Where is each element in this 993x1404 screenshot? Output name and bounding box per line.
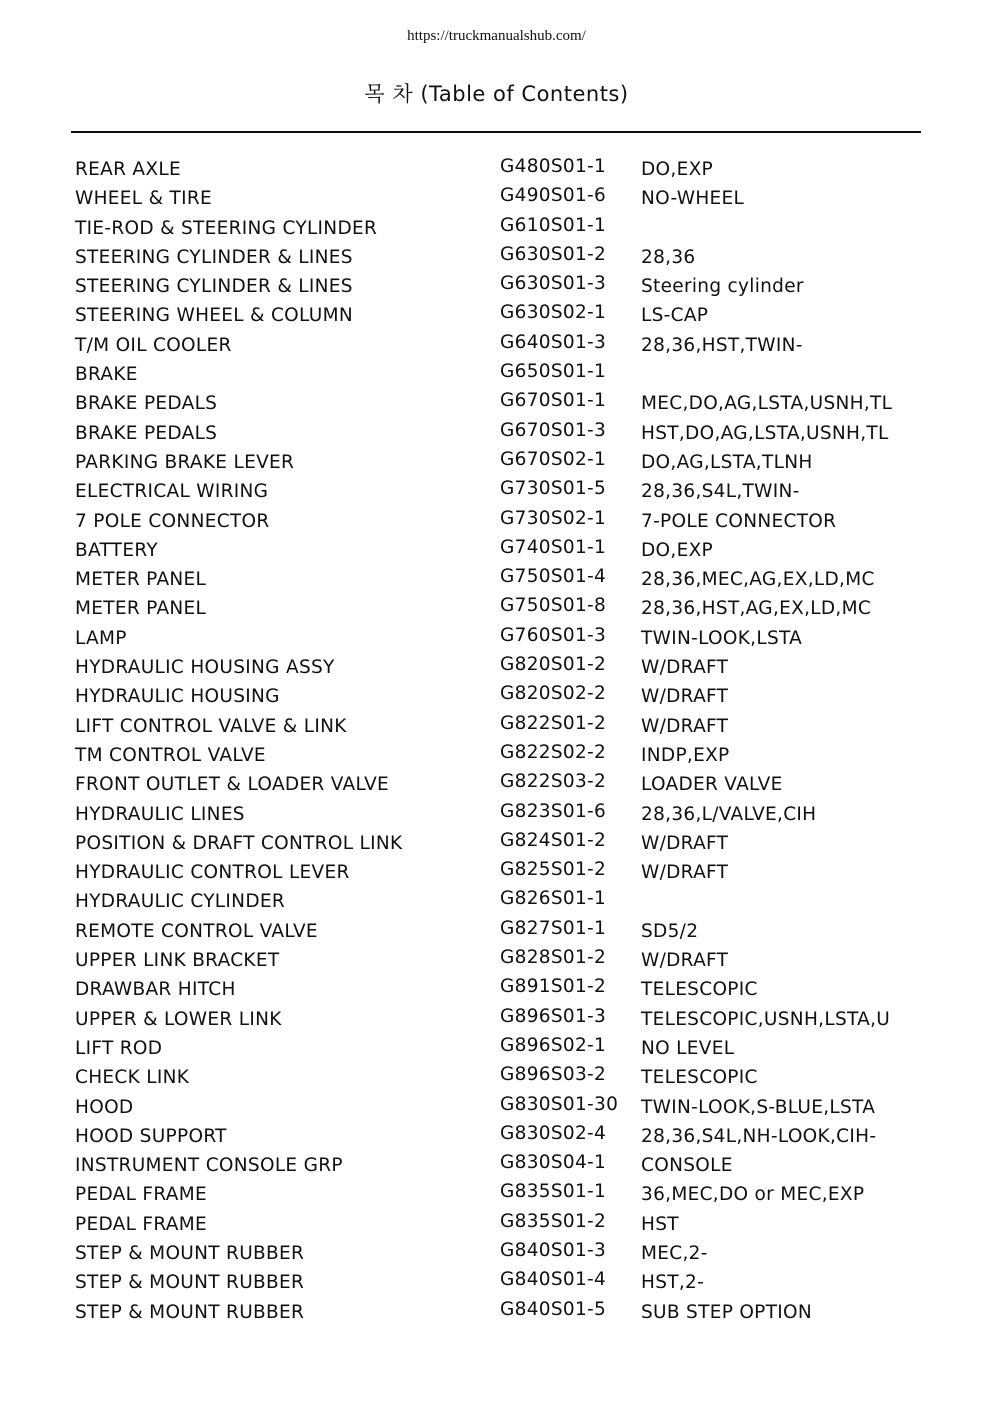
toc-row: [0, 713, 993, 742]
toc-row: [0, 742, 993, 771]
toc-row: [0, 185, 993, 214]
toc-entry-title: HOOD: [75, 1096, 134, 1118]
toc-row: [0, 1181, 993, 1210]
toc-entry-code: G840S01-3: [500, 1239, 607, 1261]
toc-entry-note: TWIN-LOOK,S-BLUE,LSTA: [641, 1096, 876, 1118]
toc-row: [0, 595, 993, 624]
toc-entry-code: G896S01-3: [500, 1005, 607, 1027]
toc-entry-code: G820S01-2: [500, 654, 607, 676]
toc-row: [0, 625, 993, 654]
toc-entry-code: G822S02-2: [500, 741, 607, 763]
toc-entry-title: UPPER LINK BRACKET: [75, 950, 280, 972]
toc-entry-note: W/DRAFT: [641, 862, 729, 884]
toc-row: [0, 244, 993, 273]
toc-entry-note: SUB STEP OPTION: [641, 1301, 812, 1323]
toc-entry-title: LAMP: [75, 627, 127, 649]
toc-entry-code: G826S01-1: [500, 888, 607, 910]
toc-entry-title: HYDRAULIC LINES: [75, 803, 245, 825]
toc-entry-title: STEERING CYLINDER & LINES: [75, 246, 353, 268]
toc-entry-code: G670S02-1: [500, 448, 607, 470]
source-url: https://truckmanualshub.com/: [407, 28, 586, 44]
toc-row: [0, 1299, 993, 1328]
toc-entry-title: BRAKE PEDALS: [75, 422, 218, 444]
toc-entry-note: INDP,EXP: [641, 744, 730, 766]
toc-entry-note: W/DRAFT: [641, 715, 729, 737]
toc-entry-code: G730S02-1: [500, 507, 607, 529]
toc-row: [0, 830, 993, 859]
toc-entry-code: G896S03-2: [500, 1064, 607, 1086]
toc-entry-note: TWIN-LOOK,LSTA: [641, 627, 803, 649]
toc-entry-code: G840S01-4: [500, 1269, 607, 1291]
toc-entry-note: MEC,2-: [641, 1242, 708, 1264]
toc-entry-title: UPPER & LOWER LINK: [75, 1008, 282, 1030]
toc-entry-note: 28,36,S4L,TWIN-: [641, 481, 800, 503]
toc-entry-title: REMOTE CONTROL VALVE: [75, 920, 318, 942]
toc-entry-code: G730S01-5: [500, 478, 607, 500]
toc-entry-code: G630S01-2: [500, 243, 607, 265]
toc-row: [0, 801, 993, 830]
toc-row: [0, 771, 993, 800]
toc-entry-title: HYDRAULIC HOUSING ASSY: [75, 657, 335, 679]
toc-entry-title: HYDRAULIC CYLINDER: [75, 891, 286, 913]
toc-entry-title: HYDRAULIC CONTROL LEVER: [75, 862, 350, 884]
toc-entry-title: METER PANEL: [75, 569, 207, 591]
toc-entry-title: METER PANEL: [75, 598, 207, 620]
toc-entry-note: W/DRAFT: [641, 686, 729, 708]
toc-entry-code: G830S04-1: [500, 1152, 607, 1174]
toc-entry-code: G630S01-3: [500, 273, 607, 295]
toc-row: [0, 537, 993, 566]
toc-row: [0, 859, 993, 888]
toc-entry-code: G825S01-2: [500, 859, 607, 881]
toc-entry-note: 28,36,S4L,NH-LOOK,CIH-: [641, 1125, 877, 1147]
toc-entry-title: STEP & MOUNT RUBBER: [75, 1301, 305, 1323]
toc-entry-code: G750S01-8: [500, 595, 607, 617]
toc-entry-code: G896S02-1: [500, 1034, 607, 1056]
toc-entry-note: TELESCOPIC: [641, 1067, 758, 1089]
toc-entry-code: G823S01-6: [500, 800, 607, 822]
page-title: 목 차 (Table of Contents): [364, 82, 629, 106]
toc-entry-code: G822S03-2: [500, 771, 607, 793]
toc-entry-code: G822S01-2: [500, 712, 607, 734]
toc-entry-code: G830S01-30: [500, 1093, 619, 1115]
toc-row: [0, 1269, 993, 1298]
toc-entry-note: NO-WHEEL: [641, 188, 745, 210]
toc-row: [0, 566, 993, 595]
toc-entry-note: 7-POLE CONNECTOR: [641, 510, 837, 532]
toc-entry-note: LS-CAP: [641, 305, 709, 327]
toc-row: [0, 332, 993, 361]
toc-entry-note: DO,AG,LSTA,TLNH: [641, 451, 813, 473]
toc-entry-note: HST,DO,AG,LSTA,USNH,TL: [641, 422, 889, 444]
toc-entry-title: INSTRUMENT CONSOLE GRP: [75, 1155, 343, 1177]
toc-entry-title: CHECK LINK: [75, 1067, 190, 1089]
toc-entry-code: G630S02-1: [500, 302, 607, 324]
toc-entry-code: G824S01-2: [500, 829, 607, 851]
toc-entry-title: TM CONTROL VALVE: [75, 744, 266, 766]
toc-row: [0, 420, 993, 449]
toc-entry-title: STEP & MOUNT RUBBER: [75, 1242, 305, 1264]
toc-entry-note: CONSOLE: [641, 1155, 733, 1177]
toc-entry-title: T/M OIL COOLER: [75, 334, 232, 356]
toc-row: [0, 1152, 993, 1181]
toc-entry-title: 7 POLE CONNECTOR: [75, 510, 270, 532]
toc-entry-code: G830S02-4: [500, 1122, 607, 1144]
toc-row: [0, 478, 993, 507]
toc-entry-code: G835S01-1: [500, 1181, 607, 1203]
toc-row: [0, 1006, 993, 1035]
toc-entry-title: PEDAL FRAME: [75, 1213, 207, 1235]
toc-entry-title: LIFT CONTROL VALVE & LINK: [75, 715, 347, 737]
toc-entry-title: FRONT OUTLET & LOADER VALVE: [75, 774, 390, 796]
toc-entry-code: G670S01-3: [500, 419, 607, 441]
toc-row: [0, 508, 993, 537]
toc-row: [0, 976, 993, 1005]
toc-row: [0, 390, 993, 419]
toc-row: [0, 361, 993, 390]
toc-entry-code: G640S01-3: [500, 331, 607, 353]
toc-entry-title: STEERING WHEEL & COLUMN: [75, 305, 353, 327]
toc-entry-note: 36,MEC,DO or MEC,EXP: [641, 1184, 865, 1206]
toc-entry-note: HST: [641, 1213, 679, 1235]
toc-entry-code: G650S01-1: [500, 361, 607, 383]
toc-entry-code: G828S01-2: [500, 947, 607, 969]
toc-row: [0, 273, 993, 302]
toc-row: [0, 302, 993, 331]
toc-entry-note: 28,36,MEC,AG,EX,LD,MC: [641, 569, 875, 591]
toc-entry-title: PEDAL FRAME: [75, 1184, 207, 1206]
toc-entry-note: TELESCOPIC: [641, 979, 758, 1001]
toc-row: [0, 1064, 993, 1093]
toc-row: [0, 449, 993, 478]
toc-entry-title: DRAWBAR HITCH: [75, 979, 236, 1001]
toc-entry-title: LIFT ROD: [75, 1037, 163, 1059]
toc-entry-note: Steering cylinder: [641, 276, 804, 298]
toc-entry-note: NO LEVEL: [641, 1037, 735, 1059]
toc-entry-note: HST,2-: [641, 1272, 705, 1294]
toc-entry-title: REAR AXLE: [75, 159, 181, 180]
toc-entry-note: SD5/2: [641, 920, 699, 942]
toc-entry-note: 28,36: [641, 246, 696, 268]
toc-entry-title: WHEEL & TIRE: [75, 188, 212, 210]
toc-entry-title: PARKING BRAKE LEVER: [75, 451, 295, 473]
toc-entry-note: W/DRAFT: [641, 832, 729, 854]
toc-entry-note: 28,36,HST,AG,EX,LD,MC: [641, 598, 872, 620]
toc-entry-code: G740S01-1: [500, 536, 607, 558]
toc-row: [0, 1240, 993, 1269]
toc-entry-title: STEERING CYLINDER & LINES: [75, 276, 353, 298]
toc-row: [0, 156, 993, 185]
toc-entry-code: G891S01-2: [500, 976, 607, 998]
toc-entry-title: STEP & MOUNT RUBBER: [75, 1272, 305, 1294]
toc-row: [0, 918, 993, 947]
toc-row: [0, 683, 993, 712]
title-divider: [71, 131, 921, 133]
toc-row: [0, 1035, 993, 1064]
toc-entry-note: W/DRAFT: [641, 657, 729, 679]
toc-entry-title: HOOD SUPPORT: [75, 1125, 227, 1147]
toc-entry-title: ELECTRICAL WIRING: [75, 481, 269, 503]
toc-entry-note: 28,36,L/VALVE,CIH: [641, 803, 817, 825]
toc-list: [0, 156, 993, 1328]
toc-entry-title: POSITION & DRAFT CONTROL LINK: [75, 832, 403, 854]
toc-row: [0, 947, 993, 976]
toc-entry-code: G760S01-3: [500, 624, 607, 646]
toc-entry-code: G840S01-5: [500, 1298, 607, 1320]
toc-entry-note: 28,36,HST,TWIN-: [641, 334, 803, 356]
toc-entry-note: LOADER VALVE: [641, 774, 783, 796]
toc-row: [0, 654, 993, 683]
toc-entry-code: G820S02-2: [500, 683, 607, 705]
toc-entry-title: HYDRAULIC HOUSING: [75, 686, 280, 708]
toc-entry-title: BRAKE PEDALS: [75, 393, 218, 415]
toc-row: [0, 215, 993, 244]
toc-row: [0, 1123, 993, 1152]
toc-entry-note: TELESCOPIC,USNH,LSTA,U: [641, 1008, 891, 1030]
toc-entry-note: MEC,DO,AG,LSTA,USNH,TL: [641, 393, 893, 415]
toc-entry-code: G490S01-6: [500, 185, 607, 207]
toc-entry-code: G750S01-4: [500, 566, 607, 588]
toc-row: [0, 888, 993, 917]
toc-entry-code: G827S01-1: [500, 917, 607, 939]
toc-entry-code: G670S01-1: [500, 390, 607, 412]
toc-entry-note: DO,EXP: [641, 539, 714, 561]
toc-row: [0, 1211, 993, 1240]
toc-entry-code: G480S01-1: [500, 156, 607, 177]
toc-entry-title: BRAKE: [75, 364, 138, 386]
toc-entry-note: DO,EXP: [641, 159, 714, 180]
toc-entry-title: BATTERY: [75, 539, 158, 561]
toc-entry-note: W/DRAFT: [641, 950, 729, 972]
toc-entry-code: G610S01-1: [500, 214, 607, 236]
toc-entry-code: G835S01-2: [500, 1210, 607, 1232]
toc-row: [0, 1094, 993, 1123]
toc-entry-title: TIE-ROD & STEERING CYLINDER: [75, 217, 378, 239]
